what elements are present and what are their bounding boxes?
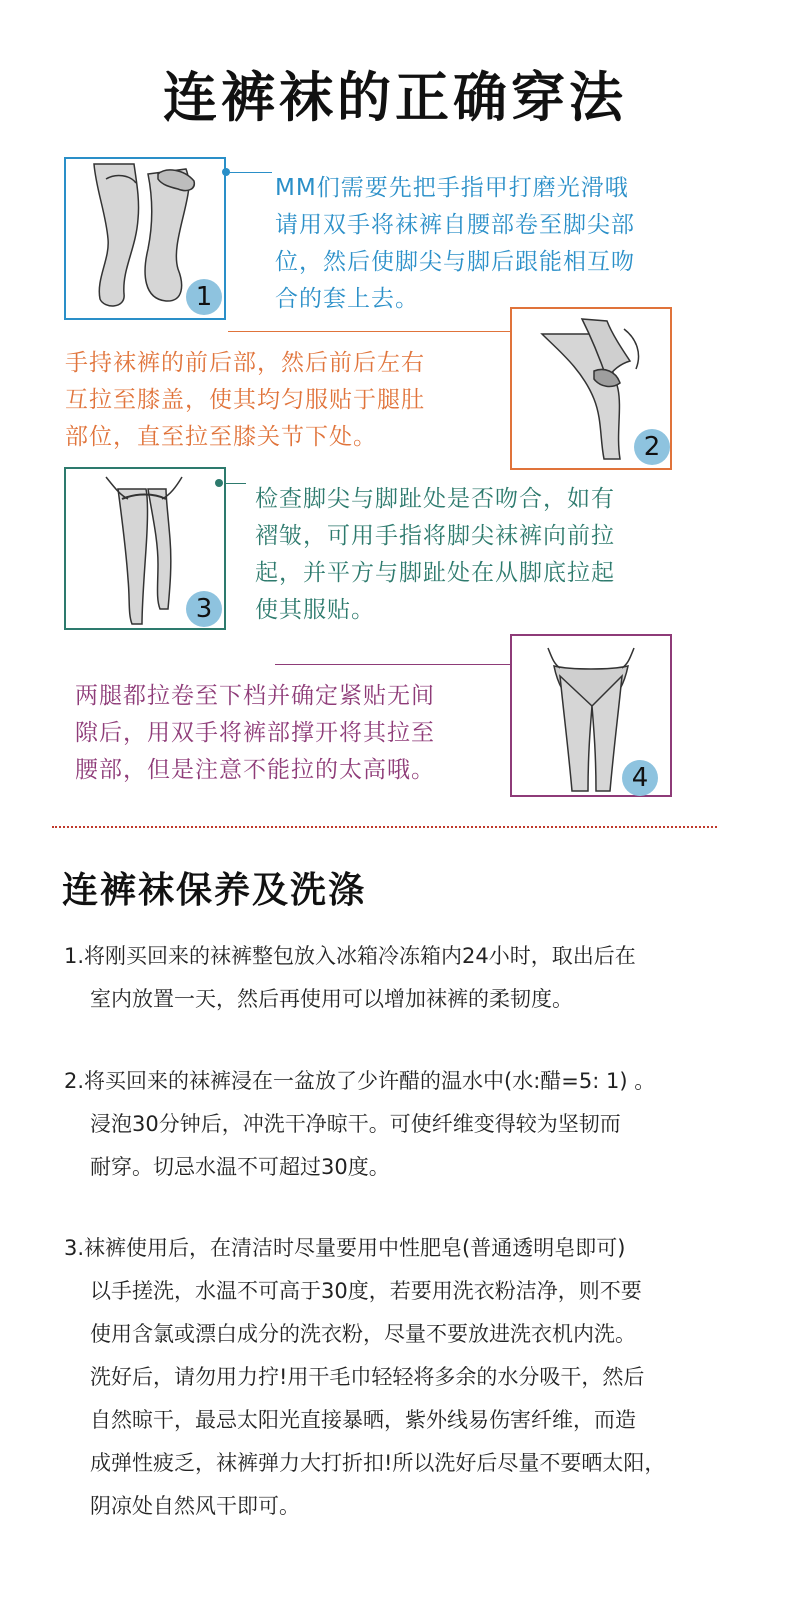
step-4-connector-line <box>275 664 511 665</box>
step-number-badge: 3 <box>186 591 222 627</box>
step-2-text: 手持袜裤的前后部，然后前后左右 互拉至膝盖，使其均匀服贴于腿肚 部位，直至拉至膝关节下处。 <box>65 350 425 450</box>
step-3-connector-line <box>226 483 246 484</box>
step-2-connector-line <box>228 331 510 332</box>
step-1-illustration <box>64 157 226 320</box>
step-1-connector-line <box>226 172 272 173</box>
step-2-illustration <box>510 307 672 470</box>
step-4-illustration <box>510 634 672 797</box>
step-1-text: MM们需要先把手指甲打磨光滑哦 请用双手将袜裤自腰部卷至脚尖部 位，然后使脚尖与脚后跟能相互吻 合的套上去。 <box>275 175 635 312</box>
care-section-title: 连裤袜保养及洗涤 <box>62 870 367 911</box>
page-title: 连裤袜的正确穿法 <box>163 66 627 129</box>
step-3-illustration <box>64 467 226 630</box>
step-3-text: 检查脚尖与脚趾处是否吻合，如有 褶皱，可用手指将脚尖袜裤向前拉 起，并平方与脚趾处在从脚底拉起 使其服贴。 <box>255 486 615 623</box>
care-item-2: 2.将买回来的袜裤浸在一盆放了少许醋的温水中(水:醋=5: 1) 。 浸泡30分钟后，冲洗干净晾干。可使纤维变得较为坚韧而 耐穿。切忌水温不可超过30度。 <box>64 1069 656 1179</box>
care-item-3: 3.袜裤使用后，在清洁时尽量要用中性肥皂(普通透明皂即可) 以手搓洗，水温不可高于30度，若要用洗衣粉洁净，则不要 使用含氯或漂白成分的洗衣粉，尽量不要放进洗衣机内洗。 洗好后，请勿用力拧!用干毛巾轻轻将多余的水分吸干，然后 自然晾干，最忌太阳光直接暴晒，紫外线易伤害纤维，而造 成弹性疲乏，袜裤弹力大打折扣!所以洗好后尽量不要晒太阳， 阴凉处自然风干即可。 <box>64 1236 666 1518</box>
care-item-1: 1.将刚买回来的袜裤整包放入冰箱冷冻箱内24小时，取出后在 室内放置一天，然后再使用可以增加袜裤的柔韧度。 <box>64 944 636 1011</box>
step-4-text: 两腿都拉卷至下档并确定紧贴无间 隙后，用双手将裤部撑开将其拉至 腰部，但是注意不能拉的太高哦。 <box>75 683 435 783</box>
step-number-badge: 2 <box>634 429 670 465</box>
step-number-badge: 4 <box>622 760 658 796</box>
step-number-badge: 1 <box>186 279 222 315</box>
step-1-connector-dot <box>222 168 230 176</box>
section-divider <box>52 826 717 828</box>
step-3-connector-dot <box>215 479 223 487</box>
